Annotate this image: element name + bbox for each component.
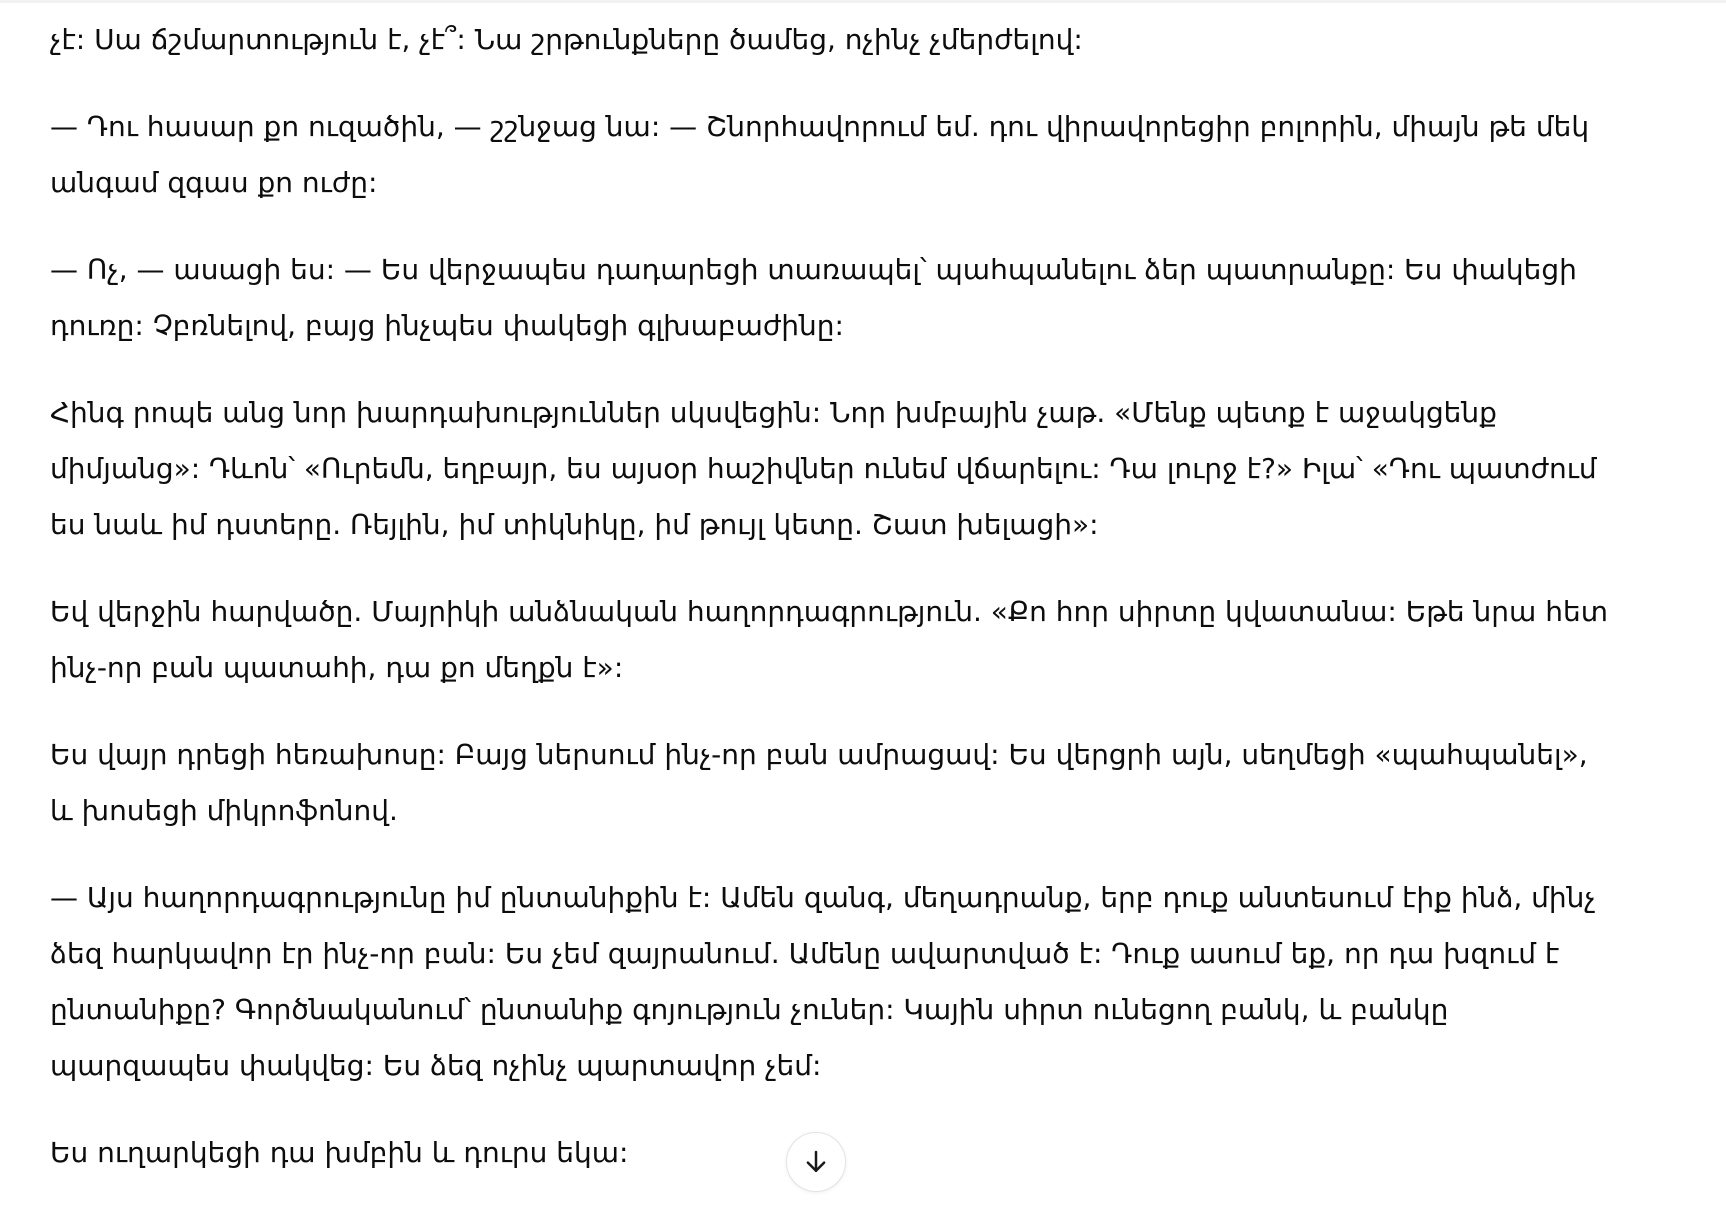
scroll-to-bottom-button[interactable] bbox=[786, 1132, 846, 1192]
message-paragraph: Ես ուղարկեցի դա խմբին և դուրս եկա: bbox=[50, 1136, 629, 1169]
message-paragraph: Հինգ րոպե անց նոր խարդախություններ սկսվեցին: Նոր խմբային չաթ. «Մենք պետք է աջակցենք միմյանց»: Դևոն՝ «Ուրեմն, եղբայր, ես այսօր հաշիվներ ունեմ վճարելու: Դա լուրջ է?» Իլա՝ «Դու պատժում ես նաև իմ դստերը. Ռեյլին, իմ տիկնիկը, իմ թույլ կետը. Շատ խելացի»: bbox=[50, 396, 1597, 541]
top-divider bbox=[0, 0, 1726, 3]
message-paragraph: — Դու հասար քո ուզածին, — շշնջաց նա: — Շնորհավորում եմ. դու վիրավորեցիր բոլորին, միայն թե մեկ անգամ զգաս քո ուժը: bbox=[50, 110, 1590, 199]
message-paragraph: — Ոչ, — ասացի ես: — Ես վերջապես դադարեցի տառապել՝ պահպանելու ձեր պատրանքը: Ես փակեցի դուռը: Չբռնելով, բայց ինչպես փակեցի գլխաբաժինը: bbox=[50, 253, 1577, 342]
message-paragraph: — Այս հաղորդագրությունը իմ ընտանիքին է: Ամեն զանգ, մեղադրանք, երբ դուք անտեսում էիք ինձ, մինչ ձեզ հարկավոր էր ինչ-որ բան: Ես չեմ զայրանում. Ամենը ավարտված է: Դուք ասում եք, որ դա խզում է ընտանիքը? Գործնականում՝ ընտանիք գոյություն չուներ: Կային սիրտ ունեցող բանկ, և բանկը պարզապես փակվեց: Ես ձեզ ոչինչ պարտավոր չեմ: bbox=[50, 881, 1596, 1082]
assistant-message bbox=[50, 12, 1610, 1212]
message-paragraph: չէ: Սա ճշմարտություն է, չէ՞: Նա շրթունքները ծամեց, ոչինչ չմերժելով: bbox=[50, 23, 1083, 56]
message-paragraph: Ես վայր դրեցի հեռախոսը: Բայց ներսում ինչ-որ բան ամրացավ: Ես վերցրի այն, սեղմեցի «պահպանել», և խոսեցի միկրոֆոնով. bbox=[50, 738, 1588, 827]
arrow-down-icon bbox=[801, 1147, 831, 1177]
message-paragraph: Եվ վերջին հարվածը. Մայրիկի անձնական հաղորդագրություն. «Քո հոր սիրտը կվատանա: Եթե նրա հետ ինչ-որ բան պատահի, դա քո մեղքն է»: bbox=[50, 595, 1608, 684]
